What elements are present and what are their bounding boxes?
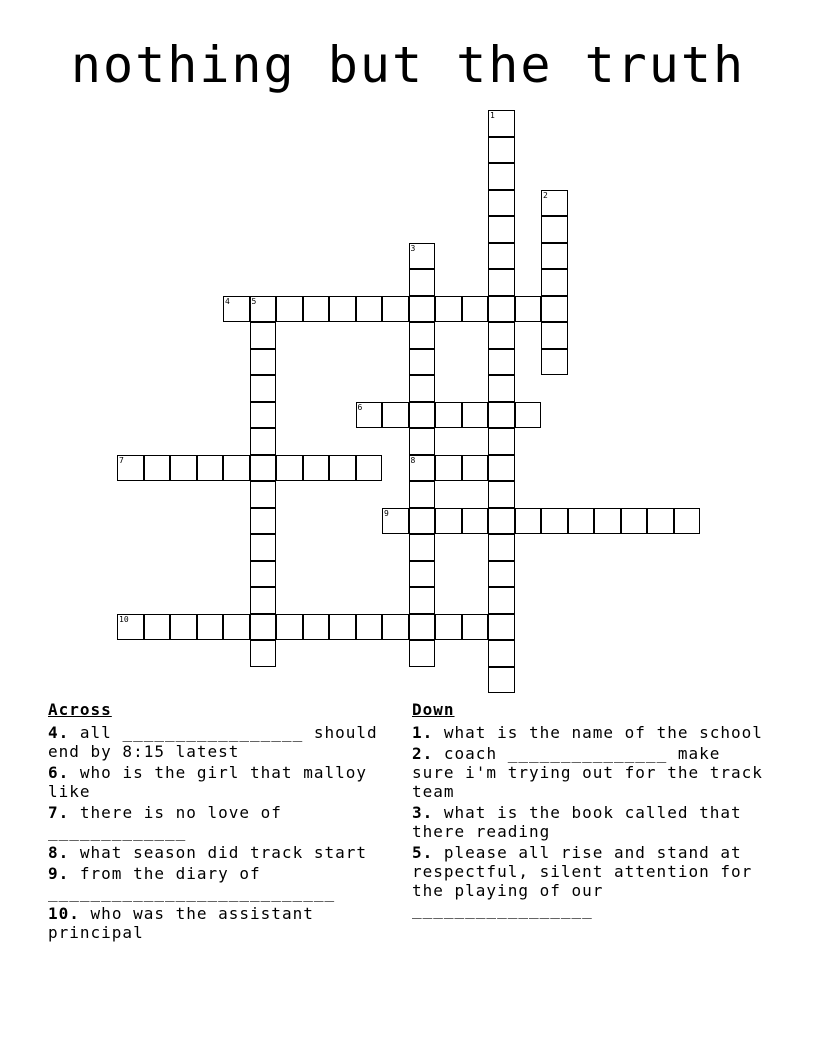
puzzle-title: nothing but the truth <box>70 36 746 94</box>
grid-cell[interactable] <box>303 296 330 323</box>
grid-cell[interactable] <box>409 481 436 508</box>
grid-cell[interactable] <box>488 534 515 561</box>
grid-cell[interactable] <box>144 614 171 641</box>
grid-cell[interactable] <box>303 455 330 482</box>
across-clue-4: 4. all _________________ should end by 8:15 latest <box>48 723 378 761</box>
grid-cell[interactable] <box>488 296 515 323</box>
grid-cell[interactable] <box>462 296 489 323</box>
grid-cell[interactable] <box>462 614 489 641</box>
down-clue-3: 3. what is the book called that there reading <box>412 803 742 841</box>
grid-cell[interactable] <box>250 322 277 349</box>
grid-cell[interactable] <box>223 296 250 323</box>
grid-cell[interactable] <box>250 349 277 376</box>
across-clues <box>48 700 396 944</box>
grid-cell[interactable] <box>329 614 356 641</box>
grid-cell[interactable] <box>647 508 674 535</box>
grid-cell[interactable] <box>488 428 515 455</box>
grid-cell[interactable] <box>409 614 436 641</box>
grid-cell[interactable] <box>488 455 515 482</box>
grid-cell[interactable] <box>409 243 436 270</box>
grid-cell[interactable] <box>223 614 250 641</box>
grid-cell[interactable] <box>409 561 436 588</box>
grid-cell[interactable] <box>488 375 515 402</box>
grid-cell[interactable] <box>409 587 436 614</box>
grid-cell[interactable] <box>170 614 197 641</box>
grid-cell[interactable] <box>197 455 224 482</box>
grid-cell[interactable] <box>329 296 356 323</box>
clue-number: 10 <box>119 614 129 624</box>
grid-cell[interactable] <box>541 322 568 349</box>
grid-cell[interactable] <box>515 508 542 535</box>
grid-cell[interactable] <box>409 428 436 455</box>
grid-cell[interactable] <box>488 110 515 137</box>
grid-cell[interactable] <box>117 614 144 641</box>
grid-cell[interactable] <box>488 481 515 508</box>
across-clue-9: 9. from the diary of ___________________________ <box>48 864 336 902</box>
grid-cell[interactable] <box>435 296 462 323</box>
grid-cell[interactable] <box>488 243 515 270</box>
grid-cell[interactable] <box>488 640 515 667</box>
across-clue-6: 6. who is the girl that malloy like <box>48 763 367 801</box>
across-heading: Across <box>48 700 112 719</box>
grid-cell[interactable] <box>515 402 542 429</box>
grid-cell[interactable] <box>488 269 515 296</box>
grid-cell[interactable] <box>435 455 462 482</box>
grid-cell[interactable] <box>250 508 277 535</box>
grid-cell[interactable] <box>276 614 303 641</box>
grid-cell[interactable] <box>276 296 303 323</box>
grid-cell[interactable] <box>409 640 436 667</box>
grid-cell[interactable] <box>488 163 515 190</box>
grid-cell[interactable] <box>541 216 568 243</box>
grid-cell[interactable] <box>409 375 436 402</box>
clue-number: 7 <box>119 455 124 465</box>
grid-cell[interactable] <box>409 349 436 376</box>
grid-cell[interactable] <box>409 322 436 349</box>
grid-cell[interactable] <box>356 402 383 429</box>
grid-cell[interactable] <box>541 296 568 323</box>
grid-cell[interactable] <box>356 296 383 323</box>
across-clue-10: 10. who was the assistant principal <box>48 904 314 942</box>
grid-cell[interactable] <box>488 216 515 243</box>
grid-cell[interactable] <box>515 296 542 323</box>
grid-cell[interactable] <box>409 269 436 296</box>
grid-cell[interactable] <box>250 561 277 588</box>
grid-cell[interactable] <box>488 137 515 164</box>
down-clue-2: 2. coach _______________ make sure i'm trying out for the track team <box>412 744 763 801</box>
grid-cell[interactable] <box>250 534 277 561</box>
down-clue-1: 1. what is the name of the school <box>412 723 763 742</box>
grid-cell[interactable] <box>594 508 621 535</box>
grid-cell[interactable] <box>488 587 515 614</box>
grid-cell[interactable] <box>329 455 356 482</box>
across-clue-8: 8. what season did track start <box>48 843 367 862</box>
grid-cell[interactable] <box>435 614 462 641</box>
grid-cell[interactable] <box>488 349 515 376</box>
clue-number: 4 <box>225 296 230 306</box>
grid-cell[interactable] <box>488 561 515 588</box>
grid-cell[interactable] <box>250 587 277 614</box>
clue-number: 2 <box>543 190 548 200</box>
grid-cell[interactable] <box>250 402 277 429</box>
grid-cell[interactable] <box>409 455 436 482</box>
grid-cell[interactable] <box>250 428 277 455</box>
grid-cell[interactable] <box>462 402 489 429</box>
grid-cell[interactable] <box>276 455 303 482</box>
grid-cell[interactable] <box>356 614 383 641</box>
clue-number: 3 <box>410 243 416 253</box>
grid-cell[interactable] <box>382 402 409 429</box>
grid-cell[interactable] <box>382 508 409 535</box>
grid-cell[interactable] <box>250 614 277 641</box>
grid-cell[interactable] <box>541 269 568 296</box>
grid-cell[interactable] <box>488 614 515 641</box>
clue-number: 5 <box>251 296 257 306</box>
grid-cell[interactable] <box>303 614 330 641</box>
grid-cell[interactable] <box>541 190 568 217</box>
grid-cell[interactable] <box>541 508 568 535</box>
grid-cell[interactable] <box>409 402 436 429</box>
grid-cell[interactable] <box>223 455 250 482</box>
grid-cell[interactable] <box>250 375 277 402</box>
across-clue-7: 7. there is no love of _____________ <box>48 803 282 841</box>
grid-cell[interactable] <box>409 534 436 561</box>
grid-cell[interactable] <box>382 614 409 641</box>
grid-cell[interactable] <box>250 296 277 323</box>
grid-cell[interactable] <box>356 455 383 482</box>
grid-cell[interactable] <box>488 667 515 694</box>
grid-cell[interactable] <box>409 296 436 323</box>
grid-cell[interactable] <box>488 508 515 535</box>
grid-cell[interactable] <box>488 402 515 429</box>
grid-cell[interactable] <box>409 508 436 535</box>
grid-cell[interactable] <box>435 508 462 535</box>
grid-cell[interactable] <box>488 190 515 217</box>
grid-cell[interactable] <box>435 402 462 429</box>
grid-cell[interactable] <box>197 614 224 641</box>
grid-cell[interactable] <box>462 508 489 535</box>
grid-cell[interactable] <box>382 296 409 323</box>
clue-number: 8 <box>410 455 416 465</box>
down-clue-5: 5. please all rise and stand at respectful, silent attention for the playing of our _________________ <box>412 843 753 919</box>
grid-cell[interactable] <box>144 455 171 482</box>
grid-cell[interactable] <box>462 455 489 482</box>
clue-number: 1 <box>490 111 495 120</box>
grid-cell[interactable] <box>488 322 515 349</box>
grid-cell[interactable] <box>170 455 197 482</box>
grid-cell[interactable] <box>568 508 595 535</box>
grid-cell[interactable] <box>250 455 277 482</box>
grid-cell[interactable] <box>250 640 277 667</box>
clue-number: 9 <box>384 508 389 518</box>
down-clues <box>412 700 772 921</box>
grid-cell[interactable] <box>621 508 648 535</box>
grid-cell[interactable] <box>541 349 568 376</box>
down-heading: Down <box>412 700 455 719</box>
grid-cell[interactable] <box>674 508 701 535</box>
grid-cell[interactable] <box>117 455 144 482</box>
grid-cell[interactable] <box>541 243 568 270</box>
clue-number: 6 <box>357 402 363 412</box>
grid-cell[interactable] <box>250 481 277 508</box>
